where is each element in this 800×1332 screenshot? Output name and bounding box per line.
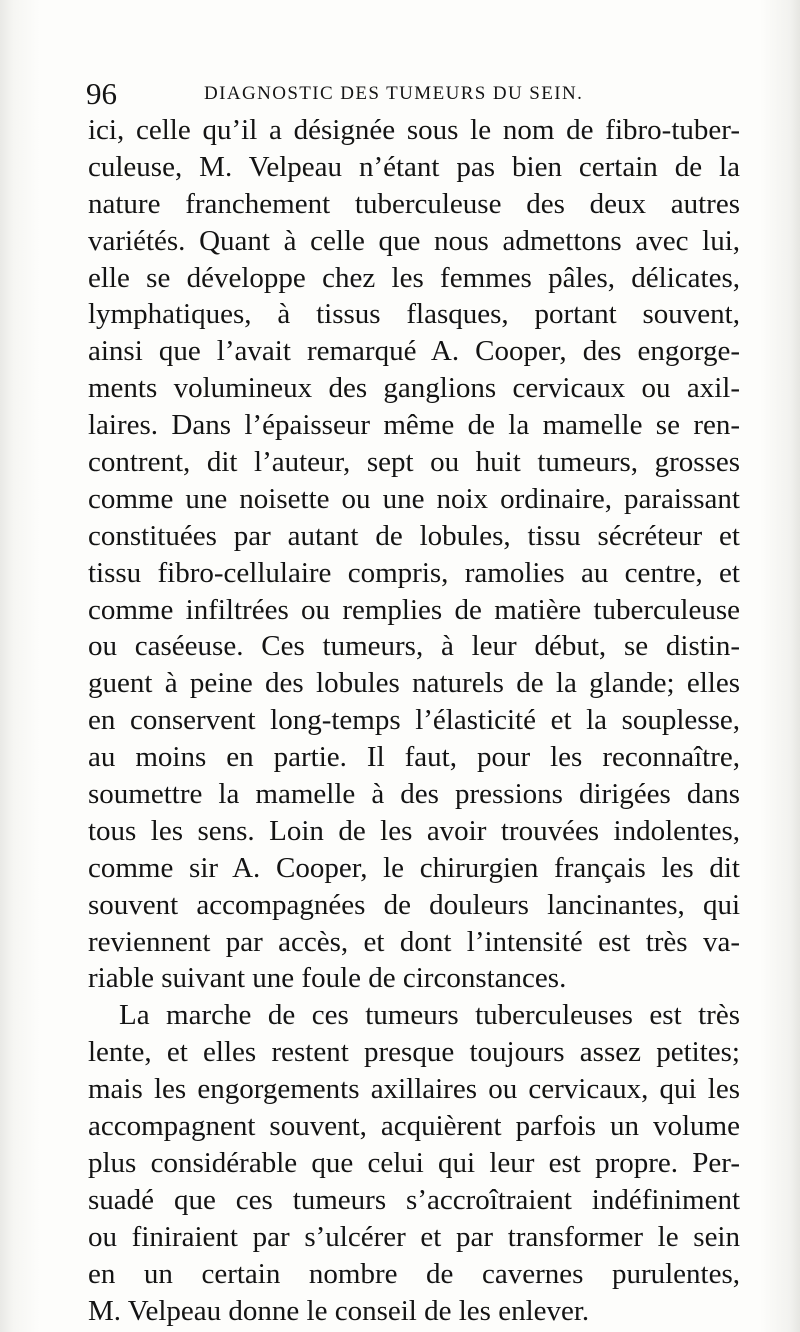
paragraph: [88, 997, 740, 1329]
text-line: comme infiltrées ou remplies de matière tuberculeuse: [88, 593, 740, 626]
text-line: laires. Dans l’épaisseur même de la mamelle se ren-: [88, 409, 740, 442]
paragraph: [88, 112, 740, 997]
body-text: [88, 112, 740, 1329]
text-line: guent à peine des lobules naturels de la glande; elles: [88, 667, 740, 700]
text-line: variétés. Quant à celle que nous admettons avec lui,: [88, 224, 740, 257]
text-line: en conservent long-temps l’élasticité et la souplesse,: [88, 704, 740, 737]
text-line: La marche de ces tumeurs tuberculeuses est très: [119, 999, 740, 1032]
text-line: au moins en partie. Il faut, pour les reconnaître,: [88, 741, 740, 774]
text-line: culeuse, M. Velpeau n’étant pas bien certain de la: [88, 150, 740, 183]
text-line: reviennent par accès, et dont l’intensité est très va-: [88, 925, 740, 958]
text-line: lymphatiques, à tissus flasques, portant souvent,: [88, 298, 740, 331]
text-line: tous les sens. Loin de les avoir trouvées indolentes,: [88, 814, 740, 847]
text-line: constituées par autant de lobules, tissu sécréteur et: [88, 519, 740, 552]
text-line: suadé que ces tumeurs s’accroîtraient indéfiniment: [88, 1183, 740, 1216]
text-line: ou finiraient par s’ulcérer et par transformer le sein: [88, 1220, 740, 1253]
text-line: accompagnent souvent, acquièrent parfois un volume: [88, 1110, 740, 1143]
page-header: [86, 76, 730, 112]
running-head: DIAGNOSTIC DES TUMEURS DU SEIN.: [204, 83, 584, 104]
text-line: ici, celle qu’il a désignée sous le nom de fibro-tuber-: [88, 114, 740, 146]
text-line: mais les engorgements axillaires ou cervicaux, qui les: [88, 1073, 740, 1106]
text-line: tissu fibro-cellulaire compris, ramolies au centre, et: [88, 556, 740, 589]
text-line: soumettre la mamelle à des pressions dirigées dans: [88, 778, 740, 811]
text-line: nature franchement tuberculeuse des deux autres: [88, 187, 740, 220]
text-line: contrent, dit l’auteur, sept ou huit tumeurs, grosses: [88, 446, 740, 479]
text-line: riable suivant une foule de circonstances.: [88, 962, 567, 995]
text-line: comme sir A. Cooper, le chirurgien français les dit: [88, 851, 740, 884]
text-line: souvent accompagnées de douleurs lancinantes, qui: [88, 888, 740, 921]
text-line: lente, et elles restent presque toujours assez petites;: [88, 1036, 740, 1069]
text-line: ments volumineux des ganglions cervicaux ou axil-: [88, 372, 740, 405]
text-line: ainsi que l’avait remarqué A. Cooper, des engorge-: [88, 335, 740, 368]
page-number: 96: [86, 76, 117, 111]
text-line: elle se développe chez les femmes pâles, délicates,: [88, 261, 740, 294]
text-line: ou caséeuse. Ces tumeurs, à leur début, se distin-: [88, 630, 740, 663]
text-line: en un certain nombre de cavernes purulentes,: [88, 1257, 740, 1290]
text-line: plus considérable que celui qui leur est propre. Per-: [88, 1146, 740, 1179]
text-line: M. Velpeau donne le conseil de les enlever.: [88, 1294, 590, 1327]
text-line: comme une noisette ou une noix ordinaire, paraissant: [88, 482, 740, 515]
